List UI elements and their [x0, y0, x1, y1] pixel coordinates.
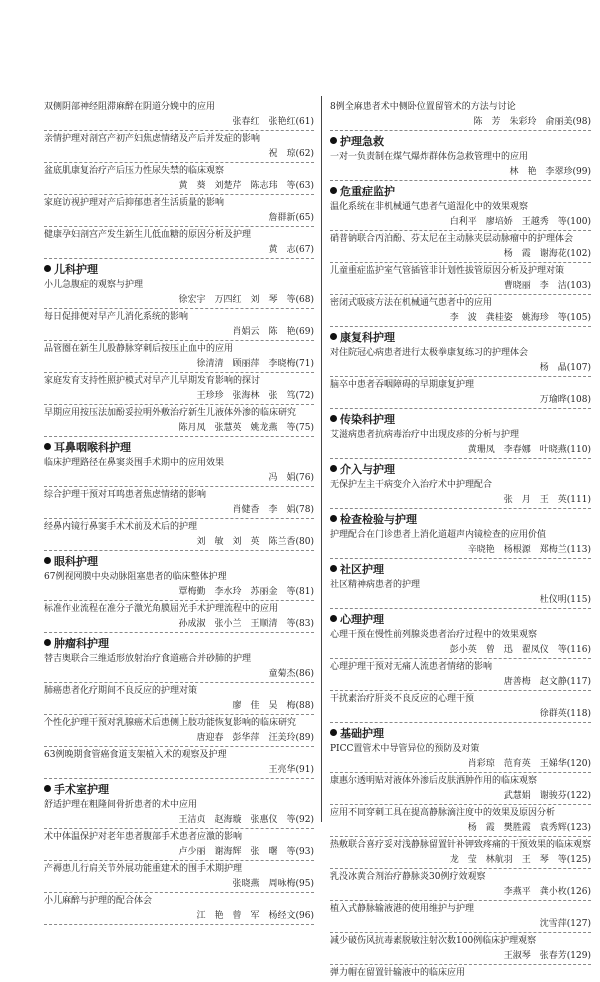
entry-authors-page: 黄珊凤 李春娜 叶晓燕(110) [330, 443, 591, 459]
toc-entry[interactable] [44, 374, 314, 405]
toc-entry[interactable] [44, 830, 314, 861]
toc-entry[interactable] [330, 692, 591, 723]
entry-authors-page: 曹晓丽 李 洁(103) [330, 279, 591, 295]
section-heading [330, 330, 591, 346]
toc-left-column [44, 100, 314, 926]
entry-title: 热敷联合喜疗妥对浅静脉留置针补钾致疼痛的干预效果的临床观察 [330, 840, 591, 850]
entry-title: 产褥患儿行肩关节外展功能重建术的围手术期护理 [44, 864, 243, 874]
toc-entry[interactable] [330, 478, 591, 509]
entry-authors-page: 张春红 张艳红(61) [44, 115, 314, 131]
section-heading [44, 636, 314, 652]
entry-title: 硝普钠联合丙泊酚、芬太尼在主动脉夹层动脉瘤中的护理体会 [330, 234, 574, 244]
entry-authors-page: 肖彩琼 范育英 王娣华(120) [330, 757, 591, 773]
toc-entry[interactable] [44, 748, 314, 779]
entry-title: 临床护理路径在鼻窦炎围手术期中的应用效果 [44, 458, 225, 468]
toc-entry[interactable] [330, 838, 591, 869]
entry-title: 品管圈在新生儿股静脉穿刺后按压止血中的应用 [44, 344, 234, 354]
entry-title: 早期应用按压法加酚妥拉明外敷治疗新生儿液体外渗的临床研究 [44, 408, 297, 418]
section-label: 护理急救 [340, 135, 384, 148]
toc-entry[interactable] [44, 132, 314, 163]
bullet-icon [330, 729, 337, 736]
section-heading [330, 412, 591, 428]
section-label: 儿科护理 [54, 263, 98, 276]
toc-entry[interactable] [44, 406, 314, 437]
toc-entry[interactable] [330, 200, 591, 231]
bullet-icon [330, 565, 337, 572]
bullet-icon [330, 615, 337, 622]
entry-title: 弹力帽在留置针输液中的临床应用 [330, 968, 466, 978]
entry-title: 脑卒中患者吞咽障碍的早期康复护理 [330, 380, 475, 390]
entry-title: 艾滋病患者抗病毒治疗中出现皮疹的分析与护理 [330, 430, 520, 440]
section-heading [44, 782, 314, 798]
entry-title: 密闭式吸痰方法在机械通气患者中的应用 [330, 298, 493, 308]
section-heading [330, 184, 591, 200]
entry-authors-page: 肖健香 李 娟(78) [44, 503, 314, 519]
section-label: 眼科护理 [54, 555, 98, 568]
entry-title: 一对一负责制在煤气爆炸群体伤急救管理中的应用 [330, 152, 529, 162]
entry-title: 标准作业流程在准分子激光角膜屈光手术护理流程中的应用 [44, 604, 279, 614]
entry-title: 对住院冠心病患者进行太极拳康复练习的护理体会 [330, 348, 529, 358]
entry-authors-page: 詹群新(65) [44, 211, 314, 227]
toc-entry[interactable] [330, 660, 591, 691]
entry-authors-page: 唐善梅 赵文静(117) [330, 675, 591, 691]
toc-entry[interactable] [330, 100, 591, 131]
entry-title: 植入式静脉输液港的使用维护与护理 [330, 904, 475, 914]
entry-title: 心理干预在慢性前列腺炎患者治疗过程中的效果观察 [330, 630, 538, 640]
toc-entry[interactable] [330, 378, 591, 409]
entry-title: 双侧阴部神经阻滞麻醉在阴道分娩中的应用 [44, 102, 216, 112]
entry-authors-page: 武慧娟 谢骏芬(122) [330, 789, 591, 805]
section-label: 检查检验与护理 [340, 513, 417, 526]
section-label: 康复科护理 [340, 331, 395, 344]
entry-title: 67例视网膜中央动脉阻塞患者的临床整体护理 [44, 572, 227, 582]
entry-authors-page: 王淑琴 张春芳(129) [330, 949, 591, 965]
entry-authors-page: 徐清清 顾丽萍 李晓梅(71) [44, 357, 314, 373]
bullet-icon [44, 557, 51, 564]
entry-authors-page: 杨 霞 樊胜霞 袁秀辉(123) [330, 821, 591, 837]
entry-title: 干扰素治疗肝炎不良反应的心理干预 [330, 694, 475, 704]
entry-title: 小儿麻醉与护理的配合体会 [44, 896, 153, 906]
toc-entry[interactable] [330, 232, 591, 263]
entry-authors-page: 沈雪萍(127) [330, 917, 591, 933]
entry-title: 康惠尔透明贴对液体外渗后皮肤洒肿作用的临床观察 [330, 776, 538, 786]
toc-entry[interactable] [330, 966, 591, 981]
toc-entry[interactable] [44, 602, 314, 633]
entry-authors-page: 徐宏宇 万四红 刘 琴 等(68) [44, 293, 314, 309]
section-label: 心理护理 [340, 613, 384, 626]
section-label: 基础护理 [340, 727, 384, 740]
entry-authors-page: 杨 晶(107) [330, 361, 591, 377]
section-heading [330, 612, 591, 628]
entry-authors-page: 徐群英(118) [330, 707, 591, 723]
entry-title: 应用不同穿刺工具在提高静脉滴注度中的效果及原因分析 [330, 808, 556, 818]
entry-title: 肺癌患者化疗期间不良反应的护理对策 [44, 686, 198, 696]
section-heading [44, 554, 314, 570]
entry-authors-page: 王珍珍 张海林 张 笃(72) [44, 389, 314, 405]
toc-entry[interactable] [44, 196, 314, 227]
entry-authors-page: 黄 葵 刘楚芹 陈志玮 等(63) [44, 179, 314, 195]
entry-authors-page: 李 波 龚桂姿 姚海珍 等(105) [330, 311, 591, 327]
toc-entry[interactable] [44, 862, 314, 893]
entry-title: 护理配合在门诊患者上消化道超声内镜检查的应用价值 [330, 530, 547, 540]
entry-authors-page: 肖娟云 陈 艳(69) [44, 325, 314, 341]
entry-title: 8例全麻患者术中侧卧位置留管术的方法与讨论 [330, 102, 516, 112]
toc-entry[interactable] [330, 934, 591, 965]
section-heading [330, 726, 591, 742]
toc-entry[interactable] [44, 164, 314, 195]
toc-entry[interactable] [330, 742, 591, 773]
entry-authors-page: 冯 娟(76) [44, 471, 314, 487]
entry-title: 社区精神病患者的护理 [330, 580, 421, 590]
toc-entry[interactable] [44, 716, 314, 747]
entry-authors-page: 童菊杰(86) [44, 667, 314, 683]
entry-authors-page: 张晓燕 周咏梅(95) [44, 877, 314, 893]
toc-right-column [330, 100, 591, 982]
toc-entry[interactable] [44, 456, 314, 487]
bullet-icon [330, 415, 337, 422]
section-heading [330, 134, 591, 150]
entry-title: 心理护理干预对无痛人流患者情绪的影响 [330, 662, 493, 672]
entry-title: 每日促排便对早产儿消化系统的影响 [44, 312, 189, 322]
entry-authors-page: 林 艳 李翠珍(99) [330, 165, 591, 181]
entry-authors-page: 覃梅勤 李水玲 苏丽金 等(81) [44, 585, 314, 601]
entry-authors-page: 王亮华(91) [44, 763, 314, 779]
entry-title: 个性化护理干预对乳腺癌术后患侧上肢功能恢复影响的临床研究 [44, 718, 297, 728]
bullet-icon [44, 265, 51, 272]
entry-authors-page: 张 月 王 英(111) [330, 493, 591, 509]
bullet-icon [330, 137, 337, 144]
entry-authors-page: 万瑜晔(108) [330, 393, 591, 409]
bullet-icon [330, 465, 337, 472]
toc-entry[interactable] [330, 870, 591, 901]
bullet-icon [330, 333, 337, 340]
entry-authors-page: 卢少丽 谢海辉 张 曙 等(93) [44, 845, 314, 861]
entry-title: 盆底肌康复治疗产后压力性尿失禁的临床观察 [44, 166, 225, 176]
entry-title: 儿童重症监护室气管插管非计划性拔管原因分析及护理对策 [330, 266, 565, 276]
entry-title: 温化系统在非机械通气患者气道湿化中的效果观察 [330, 202, 529, 212]
toc-entry[interactable] [44, 310, 314, 341]
entry-authors-page: 杨 霞 谢海花(102) [330, 247, 591, 263]
entry-authors-page: 刘 敏 刘 英 陈兰香(80) [44, 535, 314, 551]
toc-entry[interactable] [330, 628, 591, 659]
toc-entry[interactable] [330, 428, 591, 459]
bullet-icon [44, 785, 51, 792]
entry-title: 63例晚期食管癌食道支架植入术的观察及护理 [44, 750, 227, 760]
toc-entry[interactable] [330, 902, 591, 933]
entry-title: 舒适护理在粗隆间骨折患者的术中应用 [44, 800, 198, 810]
toc-entry[interactable] [330, 806, 591, 837]
entry-authors-page: 白利平 廖培娇 王越秀 等(100) [330, 215, 591, 231]
toc-entry[interactable] [330, 346, 591, 377]
section-label: 耳鼻咽喉科护理 [54, 441, 131, 454]
section-label: 社区护理 [340, 563, 384, 576]
entry-authors-page: 陈 芳 朱彩玲 俞丽美(98) [330, 115, 591, 131]
section-heading [44, 440, 314, 456]
entry-authors-page: 龙 莹 林航羽 王 琴 等(125) [330, 853, 591, 869]
section-label: 肿瘤科护理 [54, 637, 109, 650]
bullet-icon [44, 639, 51, 646]
entry-title: 家庭访视护理对产后抑郁患者生活质量的影响 [44, 198, 225, 208]
toc-entry[interactable] [44, 342, 314, 373]
toc-entry[interactable] [44, 652, 314, 683]
section-heading [44, 262, 314, 278]
toc-entry[interactable] [44, 520, 314, 551]
toc-entry[interactable] [330, 578, 591, 609]
entry-title: 经鼻内镜行鼻窦手术术前及术后的护理 [44, 522, 198, 532]
section-label: 手术室护理 [54, 783, 109, 796]
toc-entry[interactable] [44, 228, 314, 259]
column-divider [321, 96, 322, 822]
entry-authors-page: 江 艳 曾 军 杨经文(96) [44, 909, 314, 925]
entry-title: 术中体温保护对老年患者腹部手术患者应激的影响 [44, 832, 243, 842]
bullet-icon [44, 443, 51, 450]
entry-title: 家庭发育支持性照护模式对早产儿早期发育影响的探讨 [44, 376, 261, 386]
entry-authors-page: 唐迎春 彭华萍 汪美玲(89) [44, 731, 314, 747]
toc-entry[interactable] [44, 278, 314, 309]
entry-title: 减少破伤风抗毒素脱敏注射次数100例临床护理观察 [330, 936, 537, 946]
entry-authors-page: 杜仪明(115) [330, 593, 591, 609]
bullet-icon [330, 515, 337, 522]
toc-entry[interactable] [44, 894, 314, 925]
toc-entry[interactable] [330, 150, 591, 181]
section-label: 介入与护理 [340, 463, 395, 476]
toc-entry[interactable] [44, 100, 314, 131]
section-label: 传染科护理 [340, 413, 395, 426]
toc-entry[interactable] [330, 774, 591, 805]
entry-authors-page: 陈月凤 张慧英 姚龙燕 等(75) [44, 421, 314, 437]
entry-authors-page: 廖 佳 吴 梅(88) [44, 699, 314, 715]
entry-authors-page: 黄 志(67) [44, 243, 314, 259]
entry-title: 替吉奥联合三维适形放射治疗食道癌合并砂肺的护理 [44, 654, 252, 664]
toc-entry[interactable] [330, 296, 591, 327]
section-heading [330, 562, 591, 578]
entry-authors-page: 辛晓艳 杨根源 郑梅兰(113) [330, 543, 591, 559]
entry-title: 小儿急腹症的观察与护理 [44, 280, 144, 290]
toc-entry[interactable] [44, 488, 314, 519]
section-label: 危重症监护 [340, 185, 395, 198]
section-heading [330, 512, 591, 528]
bullet-icon [330, 187, 337, 194]
toc-entry[interactable] [44, 798, 314, 829]
entry-title: 综合护理干预对耳鸣患者焦虑情绪的影响 [44, 490, 207, 500]
toc-entry[interactable] [330, 264, 591, 295]
toc-entry[interactable] [44, 570, 314, 601]
entry-authors-page: 祝 琼(62) [44, 147, 314, 163]
toc-entry[interactable] [44, 684, 314, 715]
entry-title: 亲情护理对剖宫产初产妇焦虑情绪及产后并发症的影响 [44, 134, 261, 144]
entry-title: 健康孕妇剖宫产发生新生儿低血糖的原因分析及护理 [44, 230, 252, 240]
entry-title: 乳没冰黄合剂治疗静脉炎30例疗效观察 [330, 872, 486, 882]
entry-authors-page: 彭小英 曾 迅 翟凤仪 等(116) [330, 643, 591, 659]
toc-entry[interactable] [330, 528, 591, 559]
section-heading [330, 462, 591, 478]
entry-authors-page: 王洁贞 赵海璇 张惠仪 等(92) [44, 813, 314, 829]
entry-title: 无保护左主干病变介入治疗术中护理配合 [330, 480, 493, 490]
entry-authors-page: 孙成淑 张小兰 王顺清 等(83) [44, 617, 314, 633]
entry-authors-page: 李燕平 龚小枚(126) [330, 885, 591, 901]
entry-title: PICC置管术中导管异位的预防及对策 [330, 744, 480, 754]
